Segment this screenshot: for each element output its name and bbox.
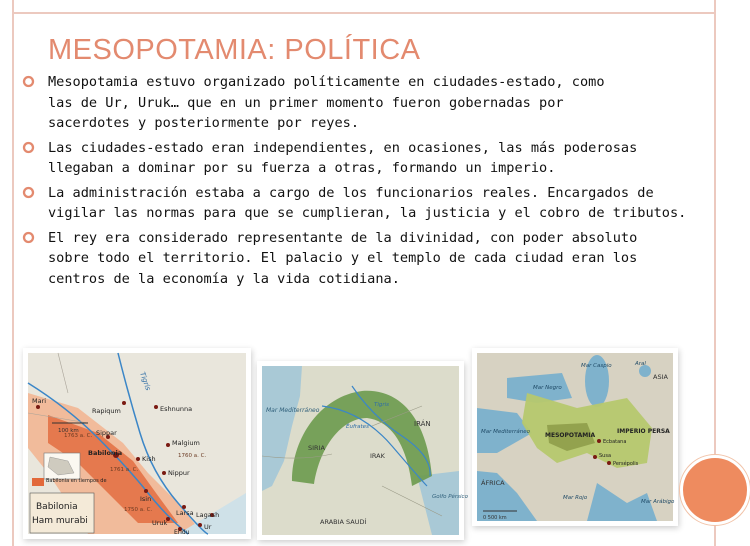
map-caption-line: Ham murabi <box>32 516 88 526</box>
map-city-label: Nippur <box>168 469 190 477</box>
map-city-label: Mari <box>32 397 47 405</box>
bullet-text-line: Las ciudades-estado eran independientes, en ocasiones, las más poderosas <box>48 139 638 156</box>
map-river-label: Tigris <box>374 402 390 408</box>
map-date-label: 1763 a. C. <box>64 433 93 439</box>
map-city-label: Uruk <box>152 519 168 527</box>
map-region-label: Mar Negro <box>533 385 562 391</box>
bullet-circle-icon <box>22 141 35 154</box>
map-river-label: Éufrates <box>346 424 369 430</box>
map-city-label: Rapiqum <box>92 407 121 415</box>
map-region-label: Mar Arábigo <box>641 499 675 505</box>
map-region-label: ASIA <box>653 373 668 381</box>
babilonia-map-graphic <box>28 353 246 534</box>
map-city-label: Lagash <box>196 511 220 519</box>
bullet-text-line: sobre todo el territorio. El palacio y el templo de cada ciudad eran los <box>48 250 638 266</box>
map-city-label: Eshnunna <box>160 405 193 413</box>
map-city-label: Ur <box>204 523 212 531</box>
accent-circle-decoration <box>680 455 750 525</box>
map-city-label: Sippar <box>96 429 117 437</box>
bullet-circle-icon <box>22 231 35 244</box>
bullet-text-line: La administración estaba a cargo de los funcionarios reales. Encargados de <box>48 184 654 201</box>
bullet-item <box>20 183 706 224</box>
bullet-circle-icon <box>22 186 35 199</box>
frame-top-line <box>12 12 716 14</box>
map-city-label: Persépolis <box>613 461 639 467</box>
map-city-label: Susa <box>599 453 612 459</box>
map-city-label: Isin <box>140 495 152 503</box>
map-city-label: Eridu <box>174 529 190 536</box>
map-scale-label: 0 500 km <box>483 515 507 521</box>
slide-title: MESOPOTAMIA: POLÍTICA <box>48 34 421 66</box>
map-city-label: Ecbatana <box>603 439 627 445</box>
map-imperio-persa <box>477 353 673 521</box>
bullet-text-line: sacerdotes y posteriormente por reyes. <box>48 115 359 131</box>
map-legend-label: Babilonia en tiempos de <box>46 478 107 484</box>
map-region-label: Golfo Pérsico <box>432 494 468 500</box>
bullet-text-line: las de Ur, Uruk… que en un primer momento fueron gobernadas por <box>48 94 564 111</box>
map-babilonia-hammurabi <box>28 353 246 534</box>
map-creciente-fertil <box>262 366 468 535</box>
map-region-label: Aral <box>635 361 646 367</box>
map-region-label: IRAK <box>370 452 385 460</box>
map-region-label: Mar Rojo <box>563 495 588 501</box>
frame-left-line <box>12 0 14 546</box>
crescent-map-graphic <box>262 366 468 535</box>
map-date-label: 1761 a. C. <box>110 467 139 473</box>
bullet-item <box>20 138 706 179</box>
map-city-label: Babilonia <box>88 449 123 457</box>
bullet-text-line: llegaban a dominar por su fuerza a otras, formando un imperio. <box>48 160 556 176</box>
bullet-text-line: vigilar las normas para que se cumplieran, la justicia y el cobro de tributos. <box>48 205 687 221</box>
map-city-label: Larsa <box>176 509 194 517</box>
map-region-label: IMPERIO PERSA <box>617 428 670 435</box>
map-city-label: Kish <box>142 455 156 463</box>
bullet-text-line: Mesopotamia estuvo organizado políticamente en ciudades-estado, como <box>48 74 605 90</box>
map-region-label: ÁFRICA <box>481 479 505 487</box>
map-region-label: SIRIA <box>308 444 325 452</box>
bullet-item <box>20 228 706 290</box>
empire-map-graphic <box>477 353 673 521</box>
bullet-item <box>20 72 706 134</box>
map-city-label: Malgium <box>172 439 200 447</box>
map-date-label: 1750 a. C. <box>124 507 153 513</box>
map-legend-box <box>30 493 94 533</box>
bullet-circle-icon <box>22 75 35 88</box>
map-region-label: Mar Mediterráneo <box>481 429 530 435</box>
map-region-label: IRÁN <box>414 420 431 428</box>
map-caption-line: Babilonia <box>36 502 78 512</box>
map-region-label: MESOPOTAMIA <box>545 432 596 439</box>
map-river-label: Tigris <box>138 370 153 392</box>
map-region-label: Mar Caspio <box>581 363 612 369</box>
bullet-text-line: El rey era considerado representante de la divinidad, con poder absoluto <box>48 229 638 246</box>
map-scale-label: 100 km <box>58 428 79 434</box>
map-region-label: ARABIA SAUDÍ <box>320 518 367 526</box>
map-region-label: Mar Mediterráneo <box>266 407 320 414</box>
bullet-text-line: centros de la economía y la vida cotidiana. <box>48 270 400 287</box>
map-date-label: 1760 a. C. <box>178 453 207 459</box>
map-legend-swatch <box>32 478 44 486</box>
bullet-list <box>20 72 706 293</box>
